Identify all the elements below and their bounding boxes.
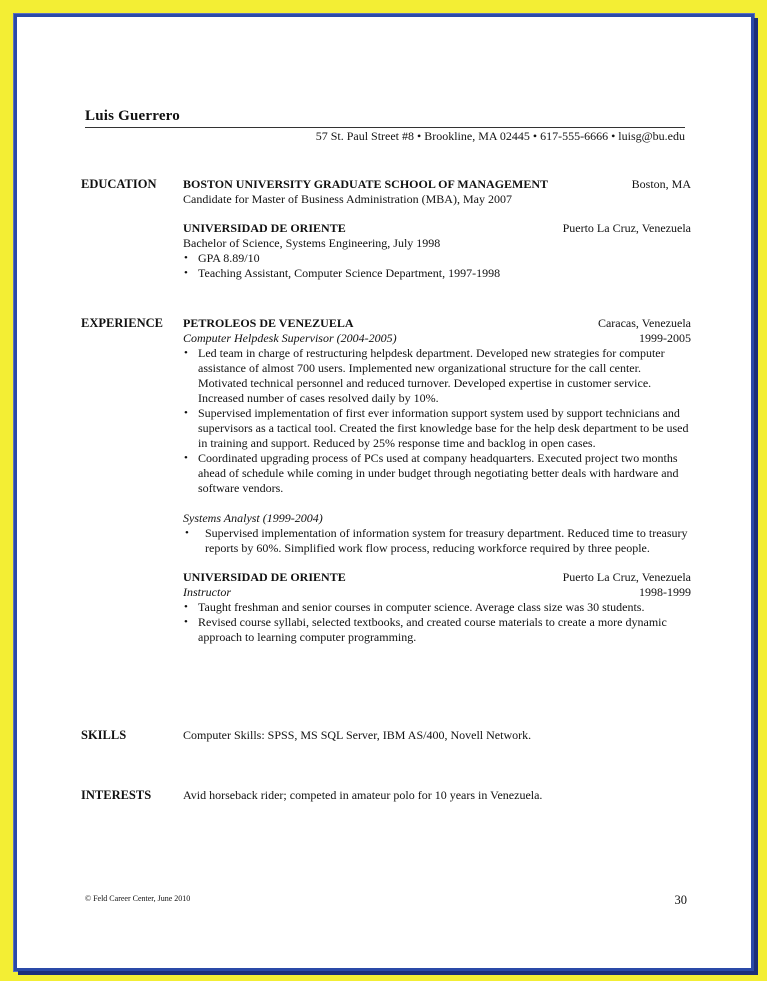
interests-label: INTERESTS xyxy=(81,788,152,802)
spacer xyxy=(183,556,691,570)
experience-entry-header xyxy=(183,316,691,331)
bullet-item: • Supervised implementation of first ever information support system used by support technicians and supervisors as a tactical tool. Created the first knowledge base for the help desk department to be used in training and support. Reduced by 25% response time and backlog in open cases. xyxy=(183,406,691,451)
education-org: BOSTON UNIVERSITY GRADUATE SCHOOL OF MANAGEMENT xyxy=(183,177,549,191)
education-label: EDUCATION xyxy=(81,177,157,191)
education-bullets xyxy=(183,251,691,281)
role-header xyxy=(183,331,691,346)
education-body xyxy=(183,177,691,281)
role-bullets xyxy=(183,600,691,645)
education-detail: Bachelor of Science, Systems Engineering, July 1998 xyxy=(183,236,441,250)
experience-label: EXPERIENCE xyxy=(81,316,163,330)
spacer xyxy=(183,207,691,221)
role-dates: 1999-2005 xyxy=(639,331,691,345)
document-frame xyxy=(14,14,754,971)
spacer xyxy=(183,496,691,511)
candidate-name: Luis Guerrero xyxy=(85,108,180,124)
employer-location: Caracas, Venezuela xyxy=(597,316,691,330)
role-bullets xyxy=(183,346,691,496)
header-rule xyxy=(85,127,685,128)
education-detail: Candidate for Master of Business Administration (MBA), May 2007 xyxy=(183,192,512,206)
copyright-footer: © Feld Career Center, June 2010 xyxy=(85,894,191,903)
bullet-item: • Coordinated upgrading process of PCs used at company headquarters. Executed project two months ahead of schedule while coming in under budget through negotiating better deals with hardware and software vendors. xyxy=(183,451,691,496)
role-title: Instructor xyxy=(183,585,231,599)
education-entry-header xyxy=(183,177,691,192)
bullet-item: • Revised course syllabi, selected textbooks, and created course materials to create a more dynamic approach to learning computer programming. xyxy=(183,615,691,645)
bullet-item: • Led team in charge of restructuring helpdesk department. Developed new strategies for computer assistance of almost 700 users. Implemented new organizational structure for the call center. Motivated technical personnel and reduced turnover. Developed expertise in customer service. Increased number of cases resolved daily by 10%. xyxy=(183,346,691,406)
education-location: Puerto La Cruz, Venezuela xyxy=(562,221,691,235)
skills-text: Computer Skills: SPSS, MS SQL Server, IBM AS/400, Novell Network. xyxy=(183,728,532,742)
role-header xyxy=(183,585,691,600)
role-bullets xyxy=(183,526,691,556)
bullet-item: • Teaching Assistant, Computer Science Department, 1997-1998 xyxy=(183,266,691,281)
employer-name: UNIVERSIDAD DE ORIENTE xyxy=(183,570,346,584)
bullet-item: • GPA 8.89/10 xyxy=(183,251,691,266)
role-dates: 1998-1999 xyxy=(639,585,691,599)
experience-body xyxy=(183,316,691,645)
employer-location: Puerto La Cruz, Venezuela xyxy=(562,570,691,584)
education-location: Boston, MA xyxy=(631,177,691,191)
education-entry-header xyxy=(183,221,691,236)
page-number: 30 xyxy=(674,893,687,907)
skills-label: SKILLS xyxy=(81,728,127,742)
education-org: UNIVERSIDAD DE ORIENTE xyxy=(183,221,346,235)
interests-text: Avid horseback rider; competed in amateur polo for 10 years in Venezuela. xyxy=(183,788,543,802)
employer-name: PETROLEOS DE VENEZUELA xyxy=(183,316,354,330)
bullet-item: • Taught freshman and senior courses in computer science. Average class size was 30 students. xyxy=(183,600,691,615)
role-title: Systems Analyst (1999-2004) xyxy=(183,511,323,525)
role-title: Computer Helpdesk Supervisor (2004-2005) xyxy=(183,331,397,345)
contact-line: 57 St. Paul Street #8 • Brookline, MA 02445 • 617-555-6666 • luisg@bu.edu xyxy=(315,129,685,143)
bullet-item: • Supervised implementation of information system for treasury department. Reduced time to treasury reports by 60%. Simplified work flow process, reducing workforce required by three people. xyxy=(183,526,691,556)
experience-entry-header xyxy=(183,570,691,585)
resume-page xyxy=(17,17,751,968)
